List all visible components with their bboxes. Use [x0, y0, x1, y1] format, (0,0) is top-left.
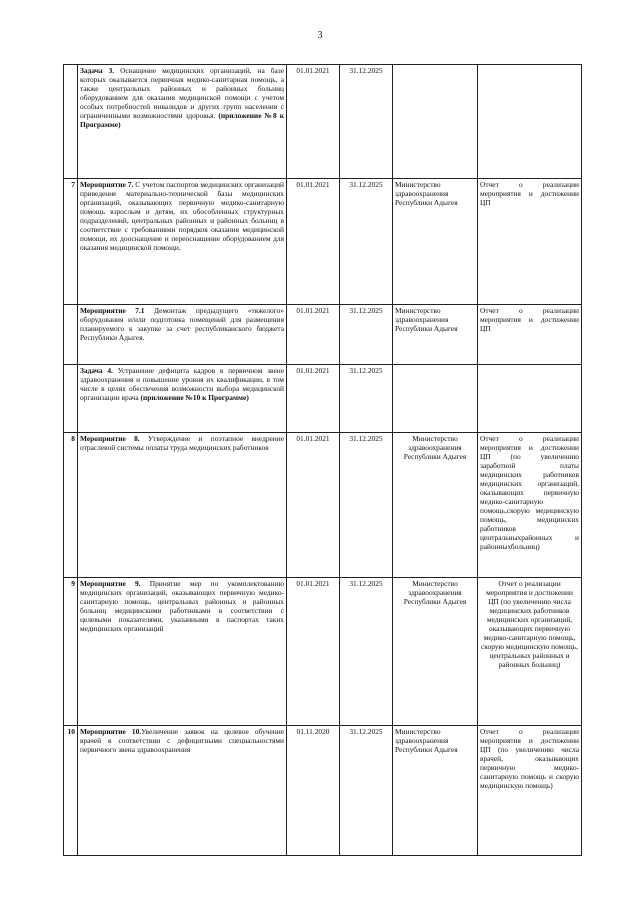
executor: Министерство здравоохранения Республики Адыгея — [393, 433, 478, 578]
table-row — [64, 433, 582, 578]
start-date: 01.01.2021 — [287, 179, 340, 305]
row-description — [78, 305, 287, 365]
end-date: 31.12.2025 — [340, 433, 393, 578]
start-date: 01.01.2021 — [287, 65, 340, 179]
start-date: 01.01.2021 — [287, 305, 340, 365]
row-description — [78, 578, 287, 726]
row-label: Мероприятие 10. — [80, 727, 142, 736]
end-date: 31.12.2025 — [340, 305, 393, 365]
row-number — [64, 65, 78, 179]
row-description — [78, 726, 287, 856]
table-row — [64, 578, 582, 726]
row-label: Задача 3. — [80, 66, 115, 75]
page-number: 3 — [317, 30, 323, 41]
row-reference: (приложение №8 к Программе) — [80, 111, 285, 129]
result: Отчет о реализации мероприятия и достижении ЦП (по увеличению заработной платы медицинских работников медицинских организаций, оказывающих первичную медико-санитарную помощь,скорую медицинскую помощь, медицинских работников центральныхрайонных и районныхбольниц) — [478, 433, 582, 578]
row-description — [78, 365, 287, 433]
row-label: Задача 4. — [80, 366, 113, 375]
activities-table — [63, 64, 582, 856]
result: Отчет о реализации мероприятия и достижении ЦП (по увеличению числа врачей, оказывающих первичную медико-санитарную помощь и скорую медицинскую помощь) — [478, 726, 582, 856]
end-date: 31.12.2025 — [340, 726, 393, 856]
row-description — [78, 433, 287, 578]
row-text: Демонтаж предыдущего «тяжелого» оборудования и/или подготовка помещений для размещения планируемого к закупке за счет республиканского бюджета Республики Адыгея. — [80, 306, 284, 342]
start-date: 01.01.2021 — [287, 578, 340, 726]
row-description — [78, 65, 287, 179]
table-row — [64, 726, 582, 856]
row-text: С учетом паспортов медицинских организаций приведение материально-технической базы медицинских организаций, оказывающих первичную медико-санитарную помощь взрослым и детям, их обособленных структурных подразделений, центральных районных и районных больниц в соответствие с требованиями порядков оказания медицинской помощи, их дооснащение и переоснащение оборудованием для оказания медицинской помощи. — [80, 180, 284, 252]
row-text: Оснащение медицинских организаций, на базе которых оказывается первичная медико-санитарная помощь, а также центральных районных и районных больниц оборудованием для оказания медицинской помощи с учетом особых потребностей инвалидов и других групп населения с ограниченными возможностями здоровья. — [80, 66, 284, 120]
row-text: Увеличение заявок на целевое обучение врачей в соответствии с дефицитными специальностями первичного звена здравоохранения — [80, 727, 284, 754]
row-text: Утверждение и поэтапное внедрение отраслевой системы оплаты труда медицинских работников — [80, 434, 285, 452]
row-number: 7 — [64, 179, 78, 305]
executor: Министерство здравоохранения Республики Адыгея — [393, 305, 478, 365]
executor: Министерство здравоохранения Республики Адыгея — [393, 578, 478, 726]
row-label: Мероприятие 7.1 — [80, 306, 145, 315]
row-label: Мероприятие 9. — [80, 579, 141, 588]
result — [478, 365, 582, 433]
row-number: 8 — [64, 433, 78, 578]
row-text: Устранение дефицита кадров в первичном звене здравоохранения и повышение уровня их квалификации, в том числе в целях обеспечения возможности выбора медицинской организации врача — [80, 366, 284, 402]
start-date: 01.01.2021 — [287, 433, 340, 578]
table-row — [64, 65, 582, 179]
row-number — [64, 305, 78, 365]
executor — [393, 365, 478, 433]
result: Отчет о реализации мероприятия и достижении ЦП (по увеличению числа медицинских работников медицинских организаций, оказывающих первичную медико-санитарную помощь, скорую медицинскую помощь, центральных районных и районных больниц) — [478, 578, 582, 726]
start-date: 01.11.2020 — [287, 726, 340, 856]
row-number: 9 — [64, 578, 78, 726]
executor — [393, 65, 478, 179]
table-row — [64, 305, 582, 365]
row-text: Принятие мер по укомплектованию медицинских организаций, оказывающих первичную медико-санитарную помощь, центральных районных и районных больниц медицинскими работниками в соответствии с целевыми показателями, указанными в паспортах таких медицинских организаций — [80, 579, 284, 633]
row-label: Мероприятие 7. — [80, 180, 134, 189]
end-date: 31.12.2025 — [340, 65, 393, 179]
end-date: 31.12.2025 — [340, 578, 393, 726]
result: Отчет о реализации мероприятия и достижении ЦП — [478, 179, 582, 305]
table-row — [64, 179, 582, 305]
executor: Министерство здравоохранения Республики Адыгея — [393, 179, 478, 305]
executor: Министерство здравоохранения Республики Адыгея — [393, 726, 478, 856]
result — [478, 65, 582, 179]
end-date: 31.12.2025 — [340, 365, 393, 433]
row-label: Мероприятие 8. — [80, 434, 140, 443]
table-row — [64, 365, 582, 433]
row-description — [78, 179, 287, 305]
start-date: 01.01.2021 — [287, 365, 340, 433]
result: Отчет о реализации мероприятия и достижении ЦП — [478, 305, 582, 365]
row-reference: (приложение №10 к Программе) — [138, 393, 249, 402]
row-number — [64, 365, 78, 433]
row-number: 10 — [64, 726, 78, 856]
end-date: 31.12.2025 — [340, 179, 393, 305]
